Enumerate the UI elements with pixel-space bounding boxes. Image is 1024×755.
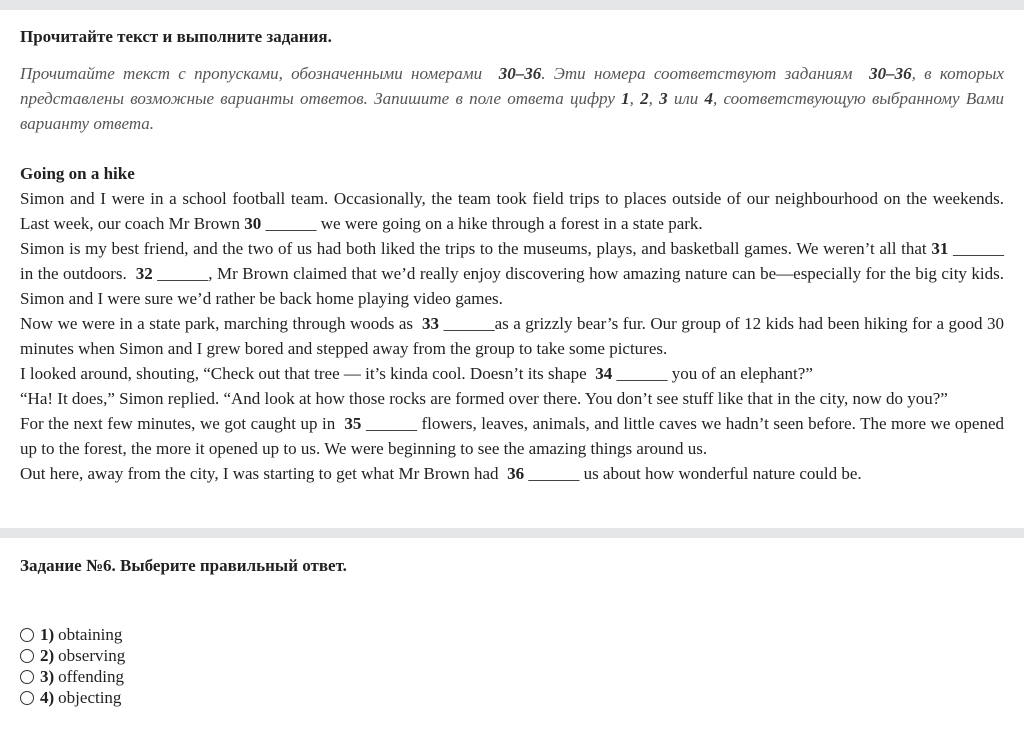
reading-section (0, 27, 1024, 486)
option-label: observing (58, 645, 126, 665)
radio-button[interactable] (20, 628, 34, 642)
text-span: Simon and I were in a school football team. Occasionally, the team took field trips to places outside of our neighbourhood on the weekends. Last week, our coach Mr Brown (20, 189, 1004, 233)
section-divider (0, 528, 1024, 538)
radio-button[interactable] (20, 649, 34, 663)
instruction-text: Прочитайте текст с пропусками, обозначенными номерами (20, 64, 483, 83)
option-number: 2) (40, 645, 55, 665)
instruction-text: . Эти номера соответствуют заданиям (541, 64, 853, 83)
instruction-range: 30–36 (498, 64, 542, 83)
instruction-text: , соответствующую выбранному Вами варианту ответа. (20, 89, 1005, 133)
option-number: 1) (40, 624, 55, 644)
text-span: I looked around, shouting, “Check out that tree — it’s kinda cool. Doesn’t its shape (20, 364, 587, 383)
option-number: 3) (40, 666, 55, 686)
text-span: For the next few minutes, we got caught up in (20, 414, 336, 433)
text-span: ______ in the outdoors. (20, 239, 1005, 283)
radio-button[interactable] (20, 670, 34, 684)
instruction-digit: 4 (704, 89, 714, 108)
instruction-text: , в которых представлены возможные варианты ответов. Запишите в поле ответа цифру (20, 64, 1004, 108)
question-title: Задание №6. Выберите правильный ответ. (20, 556, 347, 575)
answer-option-3[interactable] (20, 666, 1004, 687)
paragraph (20, 461, 1004, 486)
gap-number: 33 (422, 314, 440, 333)
paragraph (20, 361, 1004, 386)
answer-option-4[interactable] (20, 687, 1004, 708)
text-span: ______ you of an elephant?” (616, 364, 813, 383)
paragraph (20, 236, 1004, 311)
option-number: 4) (40, 687, 55, 707)
instruction-digit: 2 (640, 89, 649, 108)
gap-number: 30 (244, 214, 262, 233)
text-span: Out here, away from the city, I was starting to get what Mr Brown had (20, 464, 499, 483)
top-divider (0, 0, 1024, 10)
task-header: Прочитайте текст и выполните задания. (20, 27, 332, 46)
gap-number: 34 (595, 364, 613, 383)
instruction-text: или (673, 89, 699, 108)
instruction (20, 61, 1004, 136)
paragraph (20, 311, 1004, 361)
gap-number: 35 (344, 414, 362, 433)
text-span: Now we were in a state park, marching through woods as (20, 314, 414, 333)
text-span: ______ us about how wonderful nature could be. (528, 464, 862, 483)
paragraph (20, 186, 1004, 236)
answer-options (20, 624, 1004, 708)
radio-button[interactable] (20, 691, 34, 705)
instruction-text: , (648, 89, 653, 108)
text-span: ______as a grizzly bear’s fur. Our group of 12 kids had been hiking for a good 30 minutes when Simon and I grew bored and stepped away from the group to take some pictures. (20, 314, 1005, 358)
paragraph (20, 411, 1004, 461)
question-section (0, 556, 1024, 708)
option-label: obtaining (58, 624, 123, 644)
option-label: objecting (58, 687, 122, 707)
gap-number: 36 (507, 464, 525, 483)
text-span: ______ we were going on a hike through a forest in a state park. (265, 214, 703, 233)
instruction-range: 30–36 (869, 64, 912, 83)
answer-option-2[interactable] (20, 645, 1004, 666)
answer-option-1[interactable] (20, 624, 1004, 645)
option-label: offending (58, 666, 124, 686)
paragraph: “Ha! It does,” Simon replied. “And look at how those rocks are formed over there. You don’t see stuff like that in the city, now do you?” (20, 389, 948, 408)
text-span: ______ flowers, leaves, animals, and little caves we hadn’t seen before. The more we opened up to the forest, the more it opened up to us. We were beginning to see the amazing things around us. (20, 414, 1005, 458)
gap-number: 31 (931, 239, 949, 258)
gap-number: 32 (135, 264, 153, 283)
text-span: Simon is my best friend, and the two of us had both liked the trips to the museums, plays, and basketball games. We weren’t all that (20, 239, 927, 258)
reading-text (20, 186, 1004, 486)
instruction-digit: 1 (621, 89, 630, 108)
text-title: Going on a hike (20, 164, 135, 183)
instruction-digit: 3 (659, 89, 668, 108)
instruction-text: , (629, 89, 634, 108)
text-span: ______, Mr Brown claimed that we’d really enjoy discovering how amazing nature can be—especially for the big city kids. Simon and I were sure we’d rather be back home playing video games. (20, 264, 1005, 308)
